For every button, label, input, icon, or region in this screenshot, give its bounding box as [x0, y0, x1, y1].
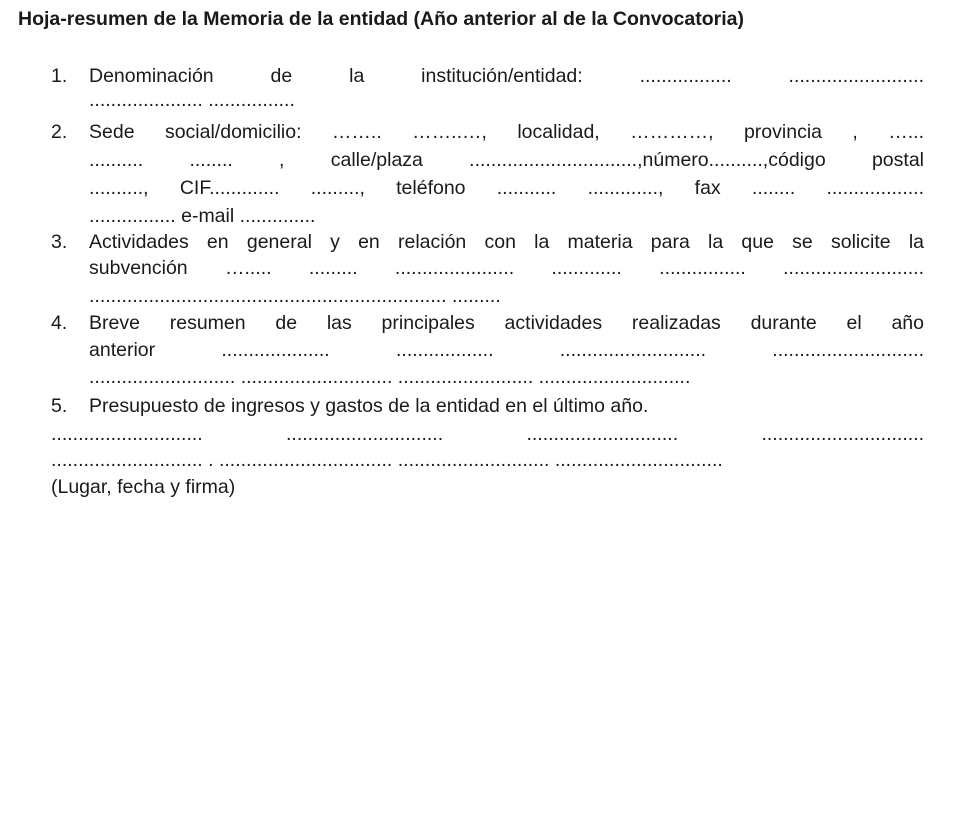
item-3-number: 3.: [51, 231, 68, 253]
item-2-line-1: Sede social/domicilio: …….. ……..…, localidad, …………, provincia , …...: [89, 121, 924, 143]
item-1-line-1: Denominación de la institución/entidad: ................. .........................: [89, 65, 924, 87]
item-2-line-2: .......... ........ , calle/plaza ...............................,número..........,código postal: [89, 149, 924, 171]
trailing-dotted-line-1: ............................ ............................. ............................ ..............................: [51, 423, 924, 445]
item-2-number: 2.: [51, 121, 68, 143]
item-4-line-1: Breve resumen de las principales actividades realizadas durante el año: [89, 312, 924, 334]
item-4-line-3: ........................... ............................ ......................... ............................: [89, 366, 691, 388]
item-3-line-1: Actividades en general y en relación con la materia para la que se solicite la: [89, 231, 924, 253]
item-2-line-4: ................ e-mail ..............: [89, 205, 316, 227]
item-4-number: 4.: [51, 312, 68, 334]
item-2-line-3: .........., CIF............. ........., teléfono ........... ............., fax ........ ..................: [89, 177, 924, 199]
item-4-line-2: anterior .................... .................. ........................... ............................: [89, 339, 924, 361]
item-3-line-3: .................................................................. .........: [89, 285, 501, 307]
document-title: Hoja-resumen de la Memoria de la entidad (Año anterior al de la Convocatoria): [18, 8, 744, 30]
item-5-number: 5.: [51, 395, 68, 417]
item-1-line-2: ..................... ................: [89, 89, 295, 111]
item-5-line-1: Presupuesto de ingresos y gastos de la entidad en el último año.: [89, 395, 649, 417]
item-3-line-2: subvención …..... ......... ...................... ............. ................ ..........................: [89, 257, 924, 279]
signature-line: (Lugar, fecha y firma): [51, 476, 236, 498]
trailing-dotted-line-2: ............................ . ................................ ............................ ...............................: [51, 449, 723, 471]
item-1-number: 1.: [51, 65, 68, 87]
